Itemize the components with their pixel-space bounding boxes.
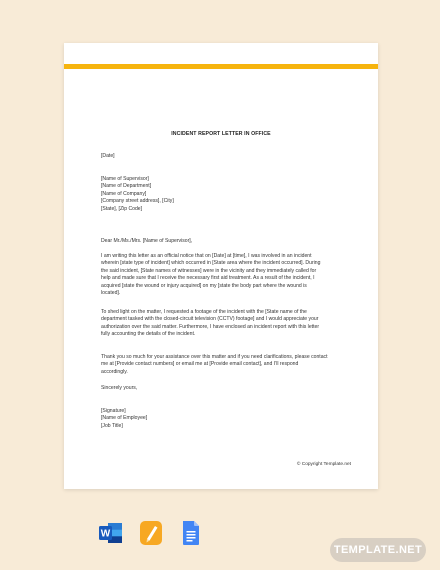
closing-text: Sincerely yours,: [101, 385, 138, 391]
paragraph-line: authorization over the said matter. Furthermore, I have enclosed an incident report with this letter: [101, 323, 320, 330]
signature-line: [Signature]: [101, 408, 126, 414]
recipient-line: [State], [Zip Code]: [101, 205, 143, 212]
recipient-line: [Name of Company]: [101, 190, 147, 197]
brand-label: TEMPLATE.NET: [333, 544, 423, 556]
brand-badge[interactable]: [330, 538, 426, 562]
recipient-address: [101, 176, 346, 213]
paragraph-line: the said incident, [State names of witnesses] were in the vicinity and they immediately called for: [101, 267, 317, 274]
paragraph-line: department tasked with the closed-circuit television (CCTV) footage] and I would appreciate your: [101, 316, 319, 323]
paragraph-incident: [101, 253, 346, 297]
paragraph-line: located].: [101, 290, 121, 297]
paragraph-thanks: [101, 354, 346, 376]
google-docs-icon[interactable]: [179, 520, 203, 546]
signature-line: [Job Title]: [101, 422, 123, 429]
recipient-line: [Name of Supervisor]: [101, 176, 149, 182]
paragraph-line: To shed light on the matter, I requested a footage of the incident with the [State name of the: [101, 309, 307, 315]
paragraph-line: wherein [state type of incident] which occurred in [State area where the incident occurred]. During: [101, 260, 321, 267]
document-page: [64, 43, 378, 489]
salutation-text: Dear Mr./Ms./Mrs. [Name of Supervisor],: [101, 238, 193, 244]
closing: [101, 385, 346, 392]
app-icon-row: [99, 520, 199, 546]
paragraph-line: Thank you so much for your assistance over this matter and if you need clarifications, please contact: [101, 354, 328, 360]
word-icon[interactable]: [99, 520, 123, 546]
paragraph-footage: [101, 309, 346, 339]
recipient-line: [Company street address], [City]: [101, 198, 174, 205]
copyright-notice: © Copyright Template.net: [296, 462, 351, 467]
paragraph-line: I am writing this letter as an official notice that on [Date] at [time], I was involved in an incident: [101, 253, 312, 259]
paragraph-line: acquired [state the wound or injury acquired] on my [state the body part where the wound is: [101, 282, 307, 289]
document-title: INCIDENT REPORT LETTER IN OFFICE: [171, 131, 271, 137]
paragraph-line: help and made sure that I receive the necessary first aid treatment. As a result of the incident, I: [101, 275, 315, 282]
date-text: [Date]: [101, 153, 115, 159]
pages-icon[interactable]: [139, 520, 163, 546]
signature-block: [101, 408, 346, 430]
recipient-line: [Name of Department]: [101, 183, 152, 190]
salutation: [101, 238, 346, 245]
svg-text:W: W: [100, 528, 111, 540]
paragraph-line: accordingly.: [101, 368, 128, 375]
date-line: [101, 153, 346, 160]
accent-bar: [64, 64, 378, 69]
signature-line: [Name of Employee]: [101, 415, 148, 422]
paragraph-line: me at [Provide contact numbers] or email me at [Provide email contact], and I’ll respond: [101, 361, 299, 368]
paragraph-line: fully accounting the details of the incident.: [101, 331, 196, 338]
